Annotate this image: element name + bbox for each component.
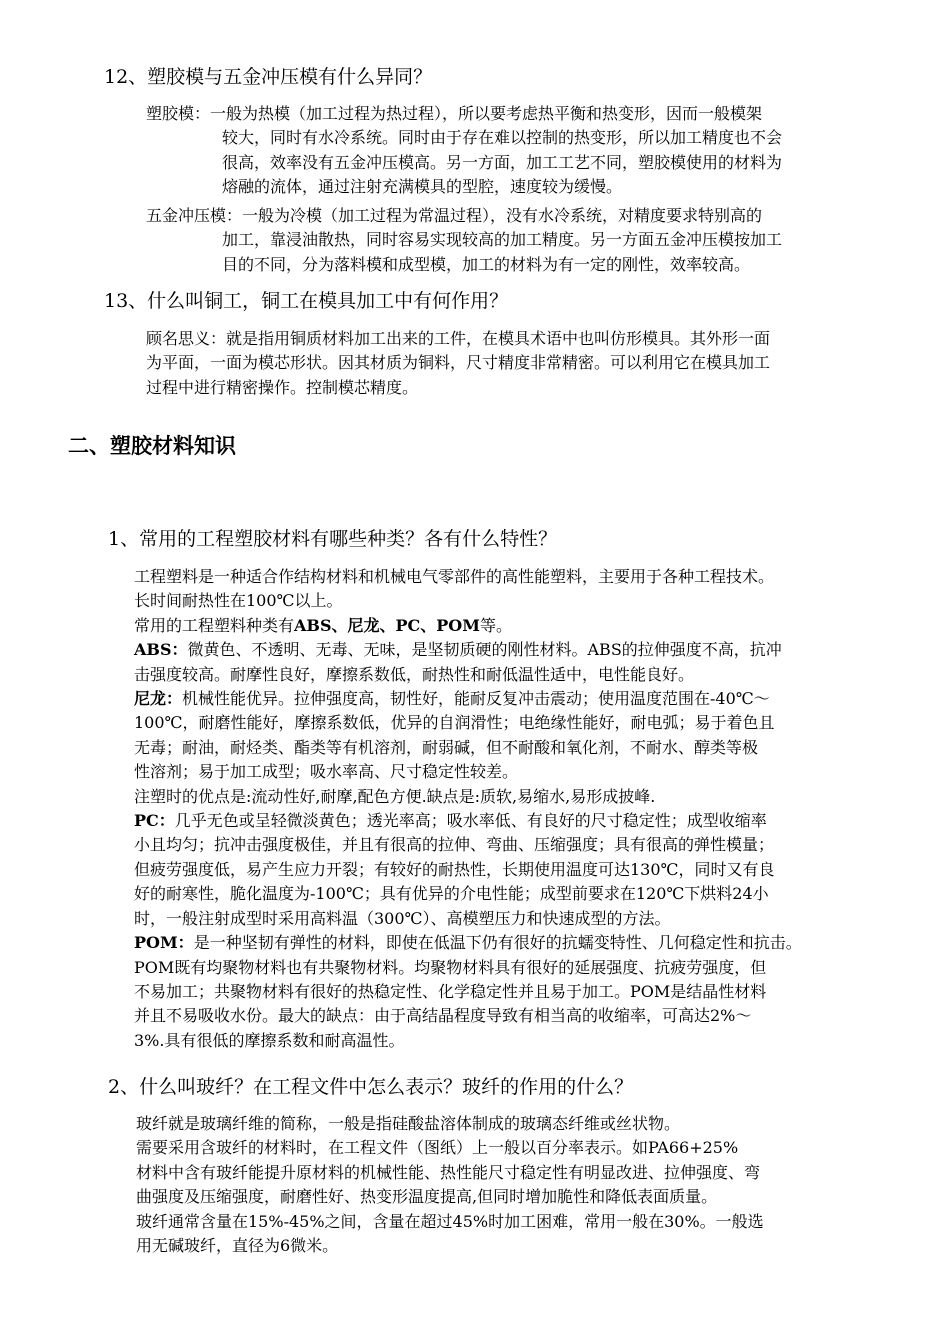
text-line: 是一种坚韧有弹性的材料，即使在低温下仍有很好的抗蠕变特性、几何稳定性和抗击。 <box>193 933 802 953</box>
text-line: 较大，同时有水冷系统。同时由于存在难以控制的热变形，所以加工精度也不会 <box>222 128 783 148</box>
pom-line <box>134 931 802 955</box>
text-line: 曲强度及压缩强度，耐磨性好、热变形温度提高,但同时增加脆性和降低表面质量。 <box>136 1187 718 1207</box>
text-line: 加工，靠浸油散热，同时容易实现较高的加工精度。另一方面五金冲压模按加工 <box>222 230 783 250</box>
text-line: 机械性能优异。拉伸强度高，韧性好，能耐反复冲击震动；使用温度范围在-40℃～ <box>182 689 770 709</box>
text-line: 无毒；耐油，耐烃类、酯类等有机溶剂，耐弱碱，但不耐酸和氧化剂，不耐水、醇类等极 <box>134 737 759 757</box>
text-line: 材料中含有玻纤能提升原材料的机械性能、热性能尺寸稳定性有明显改进、拉伸强度、弯 <box>136 1162 761 1182</box>
nylon-label: 尼龙： <box>134 689 183 709</box>
text-line: POM既有均聚物材料也有共聚物材料。均聚物材料具有很好的延展强度、抗疲劳强度，但 <box>134 957 767 977</box>
types-suffix: 等。 <box>479 615 512 635</box>
text-line: 性溶剂；易于加工成型；吸水率高、尺寸稳定性较差。 <box>134 762 519 782</box>
text-line: 玻纤通常含量在15%-45%之间，含量在超过45%时加工困难，常用一般在30%。一般选 <box>136 1211 764 1231</box>
q13-answer <box>146 327 770 400</box>
question-12-title: 12、塑胶模与五金冲压模有什么异同？ <box>104 66 433 88</box>
pom-label: POM： <box>134 933 194 953</box>
q12-stamping-mold-answer <box>146 204 782 277</box>
section2-question-2-title: 2、什么叫玻纤？在工程文件中怎么表示？玻纤的作用的什么？ <box>108 1076 634 1098</box>
s1-answer <box>134 565 802 1053</box>
text-line: 不易加工；共聚物材料有很好的热稳定性、化学稳定性并且易于加工。POM是结晶性材料 <box>134 981 767 1001</box>
text-line: 时，一般注射成型时采用高料温（300℃）、高模塑压力和快速成型的方法。 <box>134 908 671 928</box>
pc-label: PC： <box>134 811 175 831</box>
s2-answer <box>136 1112 764 1258</box>
text-line: 玻纤就是玻璃纤维的简称，一般是指硅酸盐溶体制成的玻璃态纤维或丝状物。 <box>136 1114 681 1133</box>
text-line: 为平面，一面为模芯形状。因其材质为铜料，尺寸精度非常精密。可以利用它在模具加工 <box>146 353 771 373</box>
text-line: 但疲劳强度低，易产生应力开裂；有较好的耐热性，长期使用温度可达130℃，同时又有良 <box>134 859 775 879</box>
pc-line <box>134 809 802 833</box>
text-line: 很高，效率没有五金冲压模高。另一方面，加工工艺不同，塑胶模使用的材料为 <box>222 152 783 172</box>
text-line: 小且均匀；抗冲击强度极佳，并且有很高的拉伸、弯曲、压缩强度；具有很高的弹性模量； <box>134 835 775 855</box>
text-line: 3%.具有很低的摩擦系数和耐高温性。 <box>134 1030 405 1050</box>
types-prefix: 常用的工程塑料种类有 <box>134 615 295 635</box>
section2-question-1-title: 1、常用的工程塑胶材料有哪些种类？各有什么特性？ <box>108 528 558 550</box>
text-line: 并且不易吸收水份。最大的缺点：由于高结晶程度导致有相当高的收缩率，可高达2%～ <box>134 1006 752 1026</box>
text-line: 100℃，耐磨性能好，摩擦系数低，优异的自润滑性；电绝缘性能好，耐电弧；易于着色且 <box>134 713 775 733</box>
text-line: 顾名思义：就是指用铜质材料加工出来的工件，在模具术语中也叫仿形模具。其外形一面 <box>146 329 771 348</box>
text-line: 好的耐寒性，脆化温度为-100℃；具有优异的介电性能；成型前要求在120℃下烘料24小 <box>134 884 769 904</box>
types-line <box>134 614 802 638</box>
q12-plastic-mold-answer <box>146 102 782 200</box>
text-line: 过程中进行精密操作。控制模芯精度。 <box>146 377 419 397</box>
text-line: 注塑时的优点是:流动性好,耐摩,配色方便.缺点是:质软,易缩水,易形成披峰. <box>134 786 656 806</box>
section-heading: 二、塑胶材料知识 <box>68 434 236 458</box>
text-line: 五金冲压模：一般为冷模（加工过程为常温过程），没有水冷系统，对精度要求特别高的 <box>146 206 763 225</box>
text-line: 熔融的流体，通过注射充满模具的型腔，速度较为缓慢。 <box>222 177 623 197</box>
text-line: 目的不同，分为落料模和成型模，加工的材料为有一定的刚性，效率较高。 <box>222 254 751 274</box>
text-line: 用无碱玻纤，直径为6微米。 <box>136 1236 339 1256</box>
text-line: 塑胶模：一般为热模（加工过程为热过程），所以要考虑热平衡和热变形，因而一般模架 <box>146 104 763 123</box>
types-bold: ABS、尼龙、PC、POM <box>294 615 480 635</box>
question-13-title: 13、什么叫铜工，铜工在模具加工中有何作用？ <box>104 290 509 312</box>
text-line: 击强度较高。耐摩性良好，摩擦系数低，耐热性和耐低温性适中，电性能良好。 <box>134 664 695 684</box>
text-line: 工程塑料是一种适合作结构材料和机械电气零部件的高性能塑料，主要用于各种工程技术。 <box>134 567 775 586</box>
text-line: 长时间耐热性在100℃以上。 <box>134 591 343 611</box>
text-line: 微黄色、不透明、无毒、无味，是坚韧质硬的刚性材料。ABS的拉伸强度不高，抗冲 <box>187 640 782 660</box>
text-line: 需要采用含玻纤的材料时，在工程文件（图纸）上一般以百分率表示。如PA66+25% <box>136 1138 739 1158</box>
text-line: 几乎无色或呈轻微淡黄色；透光率高；吸水率低、有良好的尺寸稳定性；成型收缩率 <box>174 811 767 831</box>
abs-label: ABS： <box>134 640 188 660</box>
abs-line <box>134 638 802 662</box>
nylon-line <box>134 687 802 711</box>
